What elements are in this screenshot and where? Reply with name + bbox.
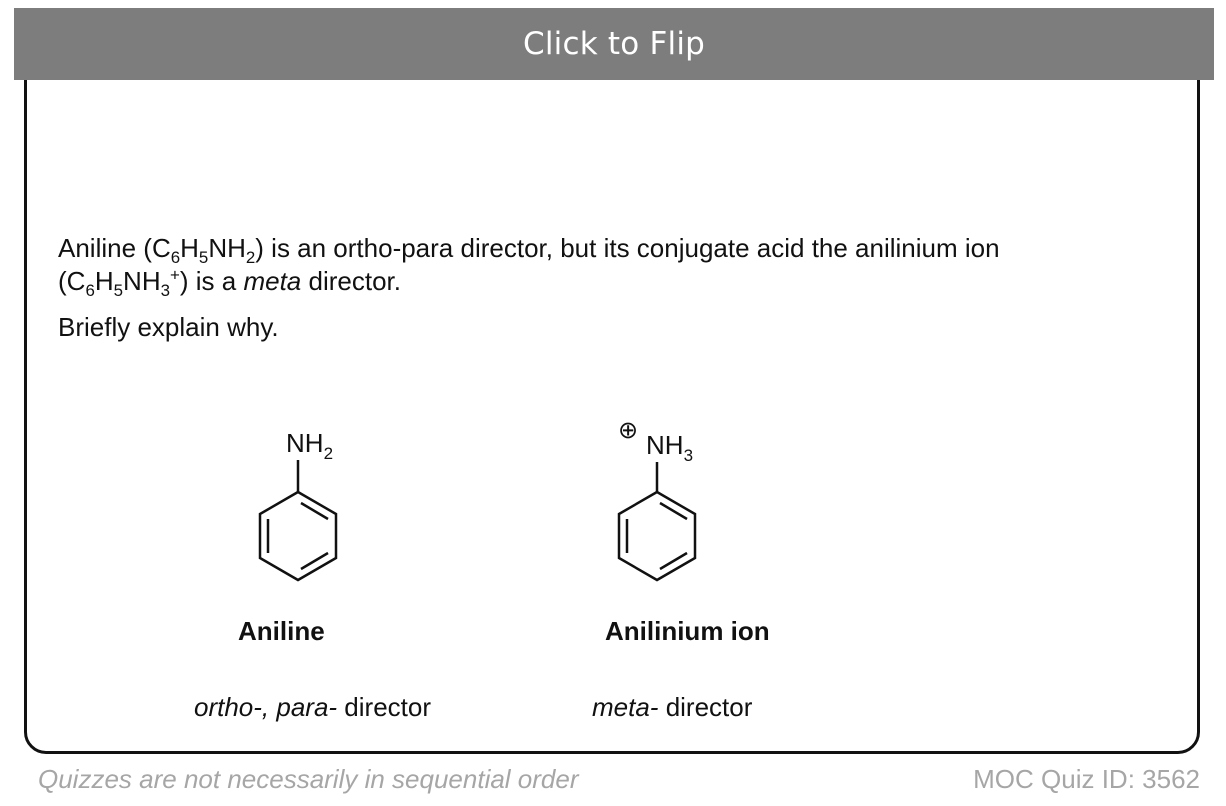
anilinium-group-label: $NH_3$ (646, 430, 694, 465)
anilinium-director: meta- director (592, 692, 753, 722)
question-statement: Aniline $(C_6H_5NH_2)$ is an ortho-para director, but its conjugate acid the anilinium ion $(C_6H_5NH_3^+)$ is a meta director. (58, 233, 1000, 301)
aniline-structure (240, 420, 360, 590)
question-prompt: Briefly explain why. (58, 312, 279, 342)
aniline-name: Aniline (238, 616, 325, 646)
question-text (58, 232, 1168, 344)
aniline-director: ortho-, para- director (194, 692, 431, 722)
anilinium-structure (600, 412, 730, 590)
anilinium-ring (619, 492, 695, 580)
positive-charge-icon: ⊕ (618, 416, 639, 444)
flip-button-label: Click to Flip (522, 26, 706, 62)
sequential-order-note: Quizzes are not necessarily in sequential order (38, 764, 579, 794)
quiz-id: MOC Quiz ID: 3562 (973, 764, 1200, 794)
aniline-group-label: $NH_2$ (286, 428, 334, 463)
anilinium-name: Anilinium ion (605, 616, 770, 646)
click-to-flip-button[interactable] (14, 8, 1214, 80)
aniline-ring (260, 492, 336, 580)
